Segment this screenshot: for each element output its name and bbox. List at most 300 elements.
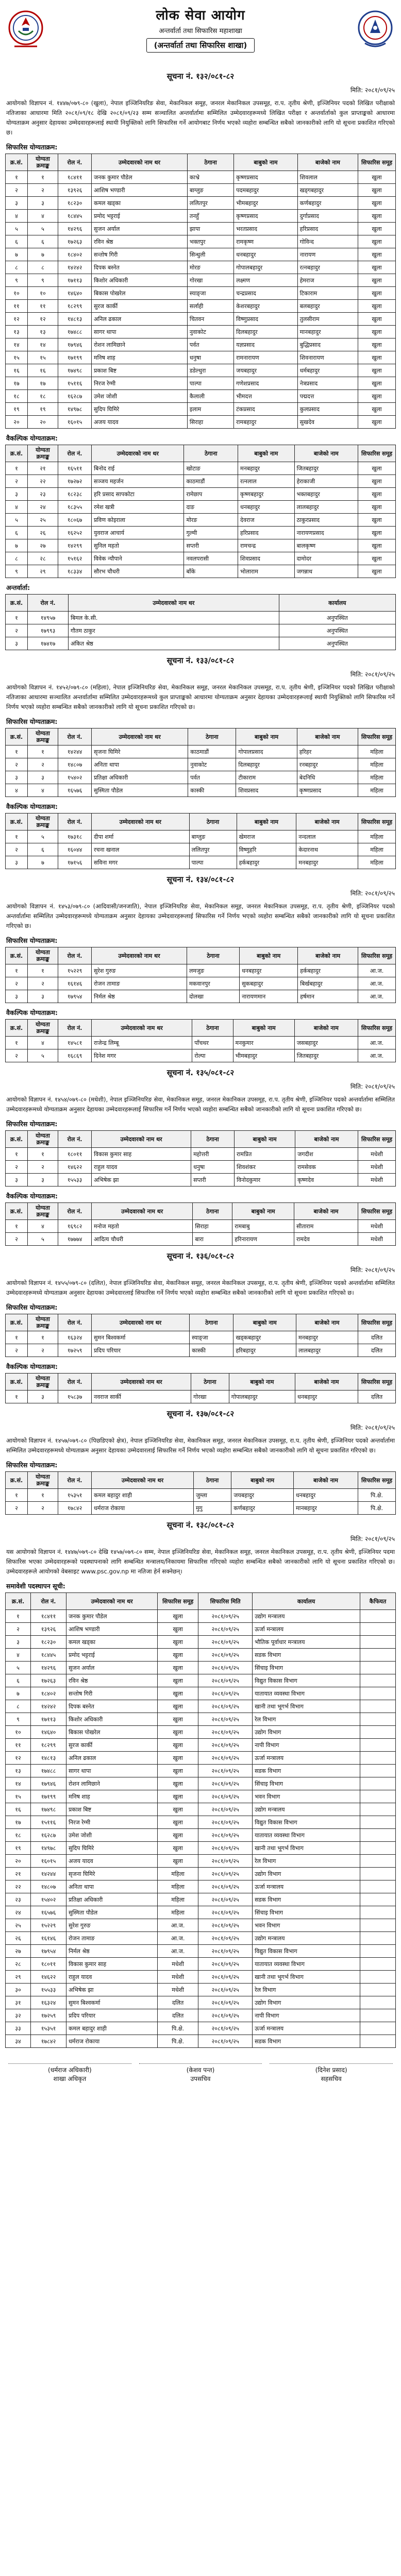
table-cell: २८: [28, 552, 58, 565]
table-cell: १: [28, 964, 58, 977]
table-cell: १५२२९: [58, 964, 92, 977]
table-cell: सुस्मिता पौडेल: [92, 784, 188, 797]
table-cell: २०८१/०९/२५: [198, 1662, 253, 1674]
table-cell: १७११३: [31, 1713, 66, 1726]
table-cell: १३: [28, 326, 58, 338]
table-cell: हर्षमान: [298, 990, 358, 1003]
table-cell: २०८१/०९/२५: [198, 1996, 253, 2009]
col-sn: क्र.सं.: [6, 1374, 28, 1391]
table-cell: कास्की: [188, 784, 236, 797]
table-cell: खुला: [158, 1855, 198, 1868]
table-cell: गोरखा: [191, 1391, 229, 1403]
table-cell: खुला: [158, 1777, 198, 1790]
table-cell: ३: [6, 990, 28, 1003]
table-cell: ऊर्जा मन्त्रालय: [253, 2022, 360, 2035]
table-cell: [360, 1945, 396, 1958]
table-cell: २: [6, 758, 28, 771]
table-cell: १५: [28, 351, 58, 364]
table-cell: ७: [6, 248, 28, 261]
table-cell: भक्तपुर: [187, 235, 233, 248]
table-cell: २: [6, 184, 28, 197]
table-cell: मनोज महतो: [92, 1220, 193, 1233]
signature-right: [270, 2063, 393, 2083]
table-cell: अनिता थापा: [66, 1880, 158, 1893]
table-cell: २०८१/०९/२५: [198, 1649, 253, 1662]
table-cell: २०८१/०९/२५: [198, 1893, 253, 1906]
table-cell: दलित: [358, 1331, 396, 1344]
table-cell: आ.ज.: [158, 1932, 198, 1945]
table-cell: विष्णुहरि: [237, 843, 296, 856]
table-cell: [360, 1752, 396, 1765]
table-cell: ९: [6, 565, 28, 578]
table-cell: कृष्णदेव: [295, 1174, 358, 1187]
table-cell: २२: [6, 1880, 31, 1893]
group-title: सिफारिस योग्यताक्रम:: [6, 1120, 58, 1128]
table-cell: १७९४६: [31, 1777, 66, 1790]
table-cell: १७७७४: [58, 1233, 92, 1246]
table-cell: खुला: [358, 197, 396, 210]
table-cell: महिला: [158, 1906, 198, 1919]
col-address: ठेगाना: [193, 1203, 232, 1220]
table-cell: बुद्धिप्रसाद: [297, 338, 358, 351]
table-cell: १६५७६: [31, 1906, 66, 1919]
table-row: [6, 223, 396, 235]
table-row: [6, 364, 396, 377]
table-cell: १६३२४: [58, 1331, 92, 1344]
table-row: [6, 351, 396, 364]
table-cell: २०८१/०९/२५: [198, 1700, 253, 1713]
table-cell: २०८१/०९/२५: [198, 1958, 253, 1971]
table-cell: २०८१/०९/२५: [198, 1790, 253, 1803]
table-cell: नुवाकोट: [188, 758, 236, 771]
table-cell: २१: [28, 462, 58, 475]
table-cell: १३: [6, 326, 28, 338]
table-cell: २६: [28, 527, 58, 539]
recommendation-table: [5, 1314, 396, 1357]
table-cell: स्याङ्जा: [190, 1331, 233, 1344]
table-cell: [360, 1610, 396, 1623]
table-cell: २: [6, 624, 28, 637]
table-cell: रत्नलाल: [238, 475, 295, 488]
table-cell: धनबहादुर: [240, 964, 298, 977]
table-cell: रविन श्रेष्ठ: [66, 1674, 158, 1687]
table-cell: [360, 1713, 396, 1726]
table-cell: यातायात व्यवस्था विभाग: [253, 1829, 360, 1842]
col-roll: रोल नं.: [58, 445, 92, 462]
signature-left: [8, 2063, 131, 2083]
table-cell: २: [6, 475, 28, 488]
table-cell: ३: [6, 1174, 28, 1187]
table-cell: खुला: [158, 1739, 198, 1752]
table-cell: २०८१/०९/२५: [198, 1880, 253, 1893]
table-header-row: [6, 445, 396, 462]
table-cell: १७१५६: [58, 856, 92, 869]
table-cell: [360, 1790, 396, 1803]
table-cell: सर्लाही: [187, 300, 233, 313]
table-cell: १: [6, 1331, 28, 1344]
table-cell: खुला: [358, 364, 396, 377]
table-cell: खानी तथा भूगर्भ विभाग: [253, 1700, 360, 1713]
table-cell: धर्मराज रोकाया: [66, 2035, 158, 2048]
table-cell: हरिप्रसाद: [238, 527, 295, 539]
table-cell: मनबहादुर: [296, 1331, 358, 1344]
col-roll: रोल नं.: [58, 947, 92, 964]
table-cell: २०८१/०९/२५: [198, 1713, 253, 1726]
table-cell: महिला: [358, 758, 396, 771]
notice-paragraph: आयोगको विज्ञापन नं. १४५७/०७९-८० (पिछडिएको क्षेत्र), नेपाल इञ्जिनियरिङ सेवा, मेकानिकल समूह, जनरल मेकानिकल उपसमूह, रा.प. तृतीय श्रेणी, इञ्जिनियर पदको अन्तर्वार्तामा सम्मिलित उम्मेदवारहरूमध्ये योग्यताक्रम अनुसार देहायका उम्मेदवारलाई सिफारिस गर्ने निर्णय भएको व्यहोरा सम्बन्धित सबैको जानकारीको लागि यो सूचना प्रकाशित गरिएको छ।: [6, 1437, 395, 1454]
table-cell: १४२९६: [58, 223, 92, 235]
table-cell: नारायणप्रसाद: [294, 527, 358, 539]
col-roll: रोल नं.: [58, 1020, 92, 1037]
table-cell: १८२३०: [58, 197, 92, 210]
table-cell: महिला: [158, 1893, 198, 1906]
col-address: ठेगाना: [191, 1131, 235, 1148]
table-cell: मनबहादुर: [296, 856, 358, 869]
table-cell: सिंचाइ विभाग: [253, 1906, 360, 1919]
table-row: [6, 1148, 396, 1161]
table-cell: १४२४४: [58, 745, 92, 758]
signer-name: (केशव पन्त): [186, 2066, 215, 2074]
col-father: बाबुको नाम: [233, 1020, 294, 1037]
table-cell: सुस्मिता पौडेल: [66, 1906, 158, 1919]
col-sn: क्र.सं.: [6, 445, 28, 462]
table-cell: गोपालबहादुर: [234, 261, 297, 274]
table-cell: कमल खड्का: [92, 197, 188, 210]
table-cell: रोशन लामिछाने: [66, 1777, 158, 1790]
col-address: ठेगाना: [187, 947, 239, 964]
table-cell: २०८१/०९/२५: [198, 1829, 253, 1842]
table-header-row: [6, 1131, 396, 1148]
table-cell: [360, 1765, 396, 1777]
table-cell: अनिल ढकाल: [66, 1752, 158, 1765]
notice-number: सूचना नं. १३८/०८१-८२: [166, 1520, 235, 1530]
col-sn: क्र.सं.: [6, 154, 28, 171]
table-cell: २०: [6, 416, 28, 429]
table-cell: २०८१/०९/२५: [198, 1752, 253, 1765]
table-cell: मधेशी: [158, 1984, 198, 1996]
table-row: [6, 1868, 396, 1880]
table-cell: सौरभ चौधरी: [92, 565, 184, 578]
table-cell: सन्तोष गिरी: [92, 248, 188, 261]
table-cell: १६: [28, 364, 58, 377]
table-cell: महिला: [358, 771, 396, 784]
table-cell: २०८१/०९/२५: [198, 1777, 253, 1790]
table-cell: जितबहादुर: [294, 1049, 358, 1062]
table-cell: रामकृष्ण: [234, 235, 297, 248]
table-cell: भवन विभाग: [253, 1790, 360, 1803]
table-header-row: [6, 728, 396, 745]
table-cell: १४: [28, 338, 58, 351]
alternate-table: [5, 1202, 396, 1246]
table-cell: सुरज कार्की: [66, 1739, 158, 1752]
table-row: [6, 1739, 396, 1752]
table-cell: १४६४०: [58, 287, 92, 300]
table-cell: महिला: [358, 831, 396, 843]
table-cell: पर्वत: [188, 771, 236, 784]
recommendation-table: [5, 1471, 396, 1515]
table-header-row: [6, 814, 396, 831]
table-row: [6, 758, 396, 771]
notice-number: सूचना नं. १३४/०८१-८२: [166, 875, 235, 884]
col-name: उम्मेदवारको नाम थर: [92, 947, 187, 964]
table-cell: २: [6, 1049, 28, 1062]
table-row: [6, 1919, 396, 1932]
table-cell: ४: [6, 1649, 31, 1662]
table-row: [6, 1713, 396, 1726]
table-cell: आ.ज.: [358, 977, 396, 990]
table-cell: रामसेवक: [295, 1161, 358, 1174]
table-row: [6, 990, 396, 1003]
table-cell: लालबहादुर: [294, 501, 358, 514]
table-cell: १२: [6, 1752, 31, 1765]
table-row: [6, 1777, 396, 1790]
table-cell: खुला: [158, 1687, 198, 1700]
table-cell: खुला: [158, 1610, 198, 1623]
table-cell: १: [28, 1489, 58, 1502]
table-cell: उद्योग विभाग: [253, 1996, 360, 2009]
table-row: [6, 745, 396, 758]
table-cell: ५: [6, 1662, 31, 1674]
table-cell: १७११३: [58, 274, 92, 287]
table-row: [6, 1752, 396, 1765]
col-name: उम्मेदवारको नाम थर: [66, 1593, 158, 1610]
table-cell: [360, 1984, 396, 1996]
table-cell: ४: [6, 501, 28, 514]
table-cell: १६१४६: [58, 977, 92, 990]
table-cell: निर्मल श्रेष्ठ: [92, 990, 187, 1003]
table-cell: २२: [28, 475, 58, 488]
col-name: उम्मेदवारको नाम थर: [92, 814, 190, 831]
table-cell: दोलखा: [187, 990, 239, 1003]
table-cell: जगदीश: [295, 1148, 358, 1161]
col-father: बाबुको नाम: [236, 728, 297, 745]
table-cell: आदित्य चौधरी: [92, 1233, 193, 1246]
table-cell: सागर थापा: [66, 1765, 158, 1777]
table-cell: रामप्रित: [235, 1148, 295, 1161]
table-cell: मधेशी: [358, 1161, 396, 1174]
table-cell: खुला: [358, 403, 396, 416]
notice-number: सूचना नं. १३५/०८१-८२: [166, 1068, 235, 1077]
col-yog: योग्यता क्रमाङ्क: [28, 445, 58, 462]
table-cell: भोलाराम: [238, 565, 295, 578]
table-cell: खुला: [358, 274, 396, 287]
table-row: [6, 612, 396, 624]
table-row: [6, 843, 396, 856]
table-cell: १८२९९: [58, 300, 92, 313]
table-cell: १८: [6, 390, 28, 403]
col-yog: योग्यता क्रमाङ्क: [28, 728, 58, 745]
table-row: [6, 313, 396, 326]
table-cell: बलबहादुर: [297, 300, 358, 313]
col-roll: रोल नं.: [58, 1314, 92, 1331]
table-cell: मकवानपुर: [187, 977, 239, 990]
table-cell: १४: [6, 338, 28, 351]
table-cell: १७२५९: [31, 2009, 66, 2022]
table-row: [6, 1636, 396, 1649]
table-cell: १६५७६: [58, 784, 92, 797]
table-cell: १०: [28, 287, 58, 300]
table-cell: २०८१/०९/२५: [198, 1687, 253, 1700]
table-cell: कमल खड्का: [66, 1636, 158, 1649]
table-cell: १५४०२: [58, 771, 92, 784]
table-cell: धनबहादुर: [295, 1391, 358, 1403]
table-row: [6, 326, 396, 338]
table-cell: १८४४५: [58, 210, 92, 223]
table-row: [6, 1803, 396, 1816]
table-row: [6, 1502, 396, 1515]
alternate-table: [5, 1373, 396, 1403]
table-cell: अनिता थापा: [92, 758, 188, 771]
table-cell: पाँचथर: [192, 1037, 233, 1049]
table-cell: महिला: [158, 1880, 198, 1893]
table-cell: धनुषा: [187, 351, 233, 364]
table-cell: १८४०२: [31, 1687, 66, 1700]
table-row: [6, 1893, 396, 1906]
table-cell: उद्योग मन्त्रालय: [253, 1610, 360, 1623]
table-cell: धनबहादुर: [294, 1489, 358, 1502]
table-cell: भक्तबहादुर: [294, 488, 358, 501]
table-cell: १४८१३: [58, 313, 92, 326]
group-title: सिफारिस योग्यताक्रम:: [6, 718, 58, 725]
table-cell: दलित: [158, 1996, 198, 2009]
table-cell: १५५३३: [31, 1984, 66, 1996]
table-cell: १६३२४: [31, 1996, 66, 2009]
table-row: [6, 1674, 396, 1687]
table-cell: १५११६: [58, 377, 92, 390]
signer-role: सहसचिव: [321, 2075, 342, 2082]
table-cell: पि.क्षे.: [158, 2022, 198, 2035]
table-cell: धनबहादुर: [234, 248, 297, 261]
table-cell: धर्मबहादुर: [297, 364, 358, 377]
table-cell: प्रकाश बिष्ट: [92, 364, 188, 377]
table-row: [6, 527, 396, 539]
table-cell: कृष्णबहादुर: [238, 488, 295, 501]
col-samuha: सिफारिस समूह: [158, 1593, 198, 1610]
table-cell: १७: [28, 377, 58, 390]
table-cell: कर्णबहादुर: [297, 197, 358, 210]
table-cell: ४: [6, 210, 28, 223]
table-cell: २३: [28, 488, 58, 501]
table-cell: दलित: [358, 1391, 396, 1403]
table-cell: रनबहादुर: [297, 758, 358, 771]
table-cell: गोपालप्रसाद: [236, 745, 297, 758]
table-cell: मुगु: [193, 1502, 231, 1515]
table-cell: रामदेव: [294, 1233, 358, 1246]
table-cell: अनुपस्थित: [279, 624, 395, 637]
table-cell: १५३५१: [31, 2022, 66, 2035]
table-cell: रविन श्रेष्ठ: [92, 235, 188, 248]
table-cell: १८०११: [58, 1148, 92, 1161]
table-row: [6, 1687, 396, 1700]
table-cell: खुला: [358, 300, 396, 313]
table-cell: इलाम: [187, 403, 233, 416]
col-address: ठेगाना: [184, 445, 238, 462]
table-cell: १२: [28, 313, 58, 326]
table-cell: १५४०२: [31, 1893, 66, 1906]
table-cell: [360, 1662, 396, 1674]
table-cell: २: [6, 1502, 28, 1515]
table-cell: २४: [28, 501, 58, 514]
table-cell: २०८१/०९/२५: [198, 1919, 253, 1932]
table-cell: २०८१/०९/२५: [198, 1971, 253, 1984]
table-cell: झापा: [187, 223, 233, 235]
table-cell: ३: [6, 771, 28, 784]
group-title: सिफारिस योग्यताक्रम:: [6, 1461, 58, 1469]
table-row: [6, 171, 396, 184]
table-row: [6, 624, 396, 637]
signer-name: (धर्मराज अधिकारी): [48, 2066, 92, 2074]
col-address: ठेगाना: [189, 814, 237, 831]
table-cell: ७: [6, 539, 28, 552]
table-cell: यातायात व्यवस्था विभाग: [253, 1958, 360, 1971]
table-row: [6, 1331, 396, 1344]
table-cell: १८२३८: [58, 488, 92, 501]
table-cell: खुला: [358, 326, 396, 338]
table-row: [6, 1662, 396, 1674]
table-cell: १४: [6, 1777, 31, 1790]
table-row: [6, 1161, 396, 1174]
table-cell: ५: [28, 1233, 58, 1246]
table-cell: ३: [28, 990, 58, 1003]
col-sn: क्र.सं.: [6, 1203, 28, 1220]
table-cell: सागर थापा: [92, 326, 188, 338]
col-yog: योग्यता क्रमाङ्क: [28, 1314, 58, 1331]
table-cell: बिनोद राई: [92, 462, 184, 475]
table-cell: हेमराज: [297, 274, 358, 287]
table-cell: कमल बहादुर शाही: [92, 1489, 194, 1502]
table-cell: प्रतिक्षा अधिकारी: [66, 1893, 158, 1906]
org-subtitle: अन्तर्वार्ता तथा सिफारिस महाशाखा: [159, 27, 242, 35]
recommendation-table: [5, 947, 396, 1003]
table-cell: खुला: [358, 390, 396, 403]
table-cell: हर्कबहादुर: [298, 964, 358, 977]
table-row: [6, 1765, 396, 1777]
col-grandfather: बाजेको नाम: [294, 445, 358, 462]
table-cell: भवन विभाग: [253, 1919, 360, 1932]
table-cell: महिला: [358, 784, 396, 797]
recommendation-table: [5, 728, 396, 797]
table-cell: ४: [28, 1037, 58, 1049]
col-yog: योग्यता क्रमाङ्क: [28, 814, 58, 831]
table-cell: लालबहादुर: [296, 1344, 358, 1357]
table-cell: [360, 1803, 396, 1816]
table-cell: रोशन लामिछाने: [92, 338, 188, 351]
table-cell: हरिहर: [297, 745, 358, 758]
table-header-row: [6, 1374, 396, 1391]
table-cell: [360, 2022, 396, 2035]
table-cell: ५: [6, 223, 28, 235]
table-cell: २: [28, 758, 58, 771]
table-cell: [360, 2009, 396, 2022]
table-cell: नन्दलाल: [296, 831, 358, 843]
table-cell: सडक विभाग: [253, 2035, 360, 2048]
notice-paragraph: आयोगको विज्ञापन नं. १४५५/०७९-८० (दलित), नेपाल इञ्जिनियरिङ सेवा, मेकानिकल समूह, जनरल मेकानिकल उपसमूह, रा.प. तृतीय श्रेणी, इञ्जिनियर पदको अन्तर्वार्तामा सम्मिलित उम्मेदवारहरूमध्ये योग्यताक्रम अनुसार देहायका उम्मेदवारलाई सिफारिस गर्ने निर्णय भएको व्यहोरा सम्बन्धित सबैको जानकारीको लागि यो सूचना प्रकाशित गरिएको छ।: [6, 1279, 395, 1296]
notice-date: मिति: २०८१/०९/२५: [350, 87, 395, 94]
table-cell: धनुषा: [191, 1161, 235, 1174]
col-office: कार्यालय: [279, 595, 395, 612]
table-cell: बाग्लुङ: [189, 831, 237, 843]
alternate-table: [5, 1019, 396, 1062]
notice-paragraph: आयोगको विज्ञापन नं. १४५२/०७९-८० (महिला), नेपाल इञ्जिनियरिङ सेवा, मेकानिकल समूह, जनरल मेकानिकल उपसमूह, रा.प. तृतीय श्रेणी, इञ्जिनियर पदको लिखित परीक्षाको नतिजाका आधारमा सञ्चालित अन्तर्वार्तामा सम्मिलित उम्मेदवारहरूमध्ये कुल प्राप्ताङ्कको आधारमा योग्यताक्रम अनुसार देहायका उम्मेदवारहरूलाई स्थायी नियुक्तिको लागि सिफारिस गर्ने निर्णय भएको व्यहोरा सम्बन्धित सबैको जानकारीको लागि यो सूचना प्रकाशित गरिएको छ।: [6, 684, 395, 710]
col-father: बाबुको नाम: [238, 445, 295, 462]
table-cell: रामबहादुर: [234, 416, 297, 429]
table-row: [6, 1790, 396, 1803]
table-cell: टिकाराम: [297, 287, 358, 300]
table-cell: प्रदिप परियार: [66, 2009, 158, 2022]
table-cell: नारायणमान: [240, 990, 298, 1003]
table-cell: नवराज सार्की: [92, 1391, 191, 1403]
group-title: सिफारिस योग्यताक्रम:: [6, 937, 58, 944]
